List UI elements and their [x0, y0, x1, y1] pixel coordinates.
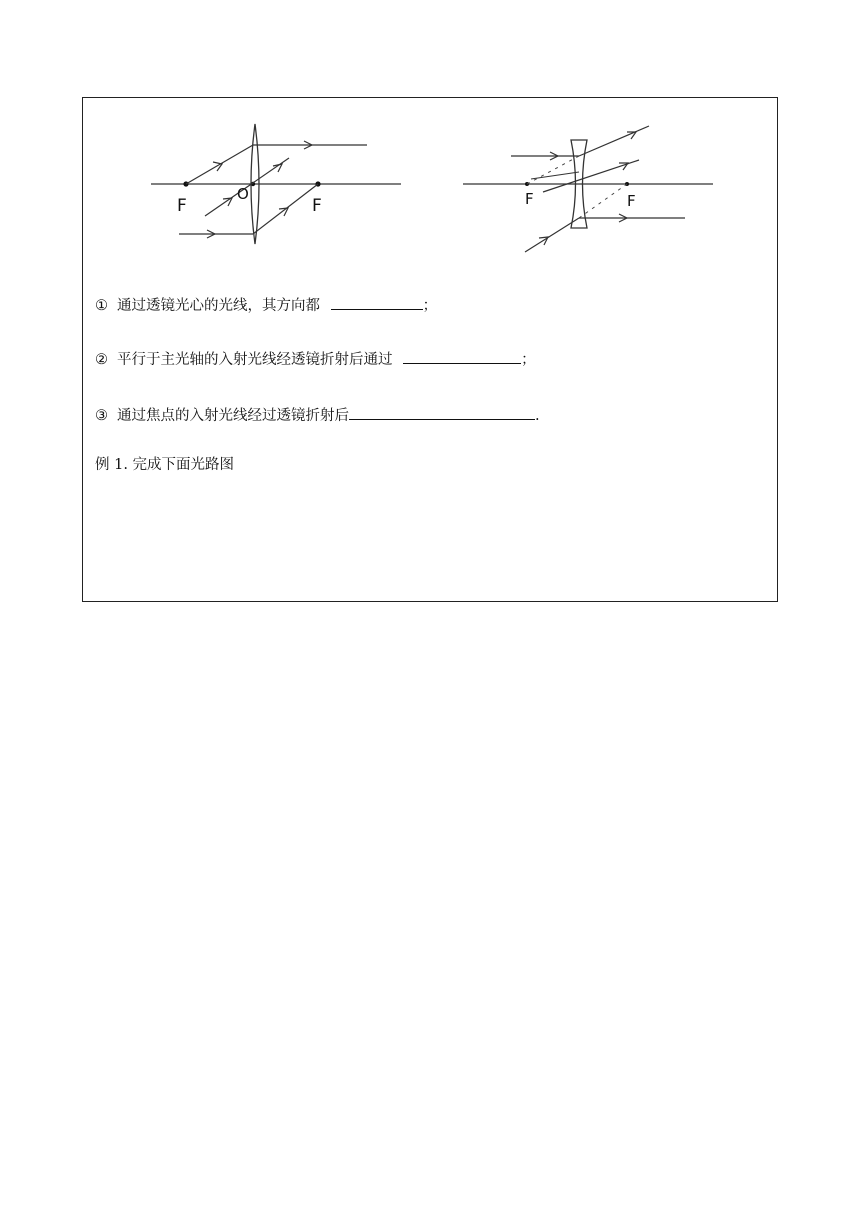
- example-title: 例 1. 完成下面光路图: [95, 457, 235, 473]
- ray-arrow: [213, 162, 222, 171]
- content-box: [82, 97, 778, 602]
- rule-text: 通过透镜光心的光线，其方向都: [117, 298, 320, 314]
- ray: [186, 145, 253, 184]
- rule-marker: ③: [95, 408, 108, 424]
- ray: [579, 126, 649, 156]
- rule-item-3: [95, 404, 540, 425]
- rule-end-punct: .: [535, 408, 540, 424]
- rule-item-2: [95, 348, 536, 369]
- ray-arrow: [279, 208, 288, 216]
- label-focus-left: F: [525, 190, 534, 208]
- rule-item-1: [95, 294, 437, 315]
- label-focus-right: F: [627, 192, 636, 210]
- label-optical-center: O: [237, 185, 249, 203]
- ray: [525, 218, 579, 252]
- rule-end-punct: ；: [521, 352, 536, 368]
- answer-blank[interactable]: [403, 351, 521, 364]
- label-focus-left: F: [177, 196, 187, 216]
- convex-lens-diagram: [149, 118, 405, 258]
- rule-text: 通过焦点的入射光线经过透镜折射后: [117, 408, 349, 424]
- rule-marker: ①: [95, 298, 108, 314]
- ray: [543, 160, 639, 192]
- label-focus-right: F: [312, 196, 322, 216]
- extension-dashed: [579, 184, 627, 218]
- concave-lens-diagram: [461, 118, 717, 258]
- extension-dashed: [527, 156, 579, 184]
- answer-blank[interactable]: [349, 407, 535, 420]
- answer-blank[interactable]: [331, 297, 423, 310]
- ray: [253, 184, 318, 234]
- rule-marker: ②: [95, 352, 108, 368]
- ray: [531, 172, 579, 179]
- rule-end-punct: ；: [422, 298, 438, 314]
- rule-text: 平行于主光轴的入射光线经透镜折射后通过: [117, 352, 393, 368]
